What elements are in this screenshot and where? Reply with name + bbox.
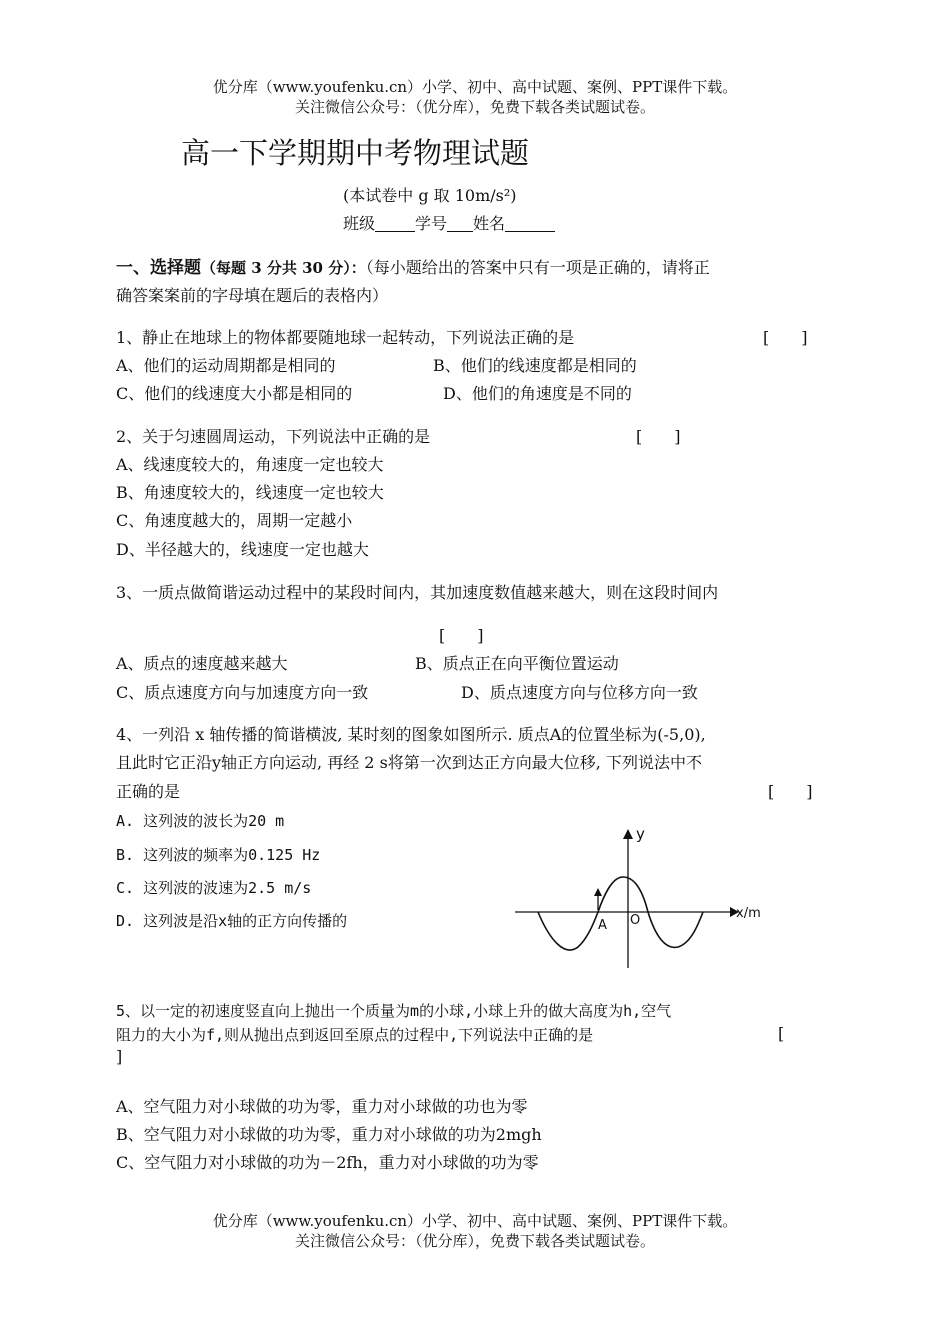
velocity-arrow-icon (594, 888, 602, 896)
section1-instructions-cont: 确答案案前的字母填在题后的表格内） (116, 286, 389, 305)
q3-option-b: B、质点正在向平衡位置运动 (415, 654, 619, 673)
q4-stem-line-3: 正确的是 (116, 782, 181, 801)
section1-heading: 一、选择题 (116, 258, 201, 278)
q3-answer-bracket[interactable]: [ ] (439, 626, 484, 645)
wave-figure (515, 825, 785, 975)
class-label: 班级 (343, 214, 376, 233)
page-title: 高一下学期期中考物理试题 (181, 136, 530, 170)
q5-option-a: A、空气阻力对小球做的功为零，重力对小球做的功也为零 (116, 1097, 528, 1116)
header-line-2: 关注微信公众号：（优分库），免费下载各类试题试卷。 (294, 98, 655, 116)
q3-option-a: A、质点的速度越来越大 (116, 654, 288, 673)
footer-line-1: 优分库（www.youfenku.cn）小学、初中、高中试题、案例、PPT课件下载。 (212, 1212, 738, 1230)
q1-option-a: A、他们的运动周期都是相同的 (116, 356, 336, 375)
point-a-label: A (598, 918, 607, 933)
q4-option-a: A. 这列波的波长为20 m (116, 812, 285, 830)
student-info-line (343, 214, 555, 234)
q4-stem-line-1: 4、一列沿 x 轴传播的简谐横波, 某时刻的图象如图所示. 质点A的位置坐标为(-5,0), (116, 725, 706, 744)
q3-option-d: D、质点速度方向与位移方向一致 (461, 683, 698, 702)
q2-option-d: D、半径越大的，线速度一定也越大 (116, 540, 369, 559)
q5-stem-line-2: 阻力的大小为f,则从抛出点到返回至原点的过程中,下列说法中正确的是 (116, 1026, 594, 1044)
class-blank[interactable] (375, 215, 415, 232)
q3-stem: 3、一质点做简谐运动过程中的某段时间内，其加速度数值越来越大，则在这段时间内 (116, 583, 719, 602)
footer-line-2: 关注微信公众号：（优分库），免费下载各类试题试卷。 (294, 1232, 655, 1250)
q3-option-c: C、质点速度方向与加速度方向一致 (116, 683, 369, 702)
section1-instructions: （每小题给出的答案中只有一项是正确的，请将正 (365, 258, 710, 277)
q5-option-c: C、空气阻力对小球做的功为－2fh，重力对小球做的功为零 (116, 1153, 539, 1172)
section1-score: （每题 3 分共 30 分）： (201, 259, 366, 277)
q5-stem-line-1: 5、以一定的初速度竖直向上抛出一个质量为m的小球,小球上升的做大高度为h,空气 (116, 1002, 672, 1020)
q4-stem-line-2: 且此时它正沿y轴正方向运动, 再经 2 s将第一次到达正方向最大位移, 下列说法中不 (116, 753, 702, 772)
id-label: 学号 (415, 214, 448, 233)
q2-option-a: A、线速度较大的，角速度一定也较大 (116, 455, 384, 474)
name-blank[interactable] (505, 215, 555, 232)
q2-option-c: C、角速度越大的，周期一定越小 (116, 511, 353, 530)
q4-answer-bracket[interactable]: [ ] (768, 782, 813, 801)
q5-bracket-open[interactable]: [ (778, 1024, 785, 1043)
q4-option-d: D. 这列波是沿x轴的正方向传播的 (116, 912, 348, 930)
header-line-1: 优分库（www.youfenku.cn）小学、初中、高中试题、案例、PPT课件下载。 (212, 78, 738, 96)
wave-curve (538, 877, 703, 950)
subtitle: (本试卷中 g 取 10m/s²) (343, 186, 517, 205)
q1-option-d: D、他们的角速度是不同的 (443, 384, 632, 403)
q1-answer-bracket[interactable]: [ ] (763, 328, 808, 347)
q1-stem: 1、静止在地球上的物体都要随地球一起转动，下列说法正确的是 (116, 328, 575, 347)
id-blank[interactable] (447, 215, 473, 232)
q2-stem: 2、关于匀速圆周运动，下列说法中正确的是 (116, 427, 431, 446)
q1-option-b: B、他们的线速度都是相同的 (433, 356, 637, 375)
origin-label: O (630, 913, 641, 928)
q2-option-b: B、角速度较大的，线速度一定也较大 (116, 483, 384, 502)
y-axis-arrow-icon (623, 829, 633, 839)
x-axis-label: x/m (736, 906, 761, 921)
q4-option-b: B. 这列波的频率为0.125 Hz (116, 846, 321, 864)
y-axis-label: y (636, 825, 645, 843)
name-label: 姓名 (473, 214, 506, 233)
q5-option-b: B、空气阻力对小球做的功为零，重力对小球做的功为2mgh (116, 1125, 542, 1144)
q2-answer-bracket[interactable]: [ ] (636, 427, 681, 446)
q1-option-c: C、他们的线速度大小都是相同的 (116, 384, 353, 403)
q4-option-c: C. 这列波的波速为2.5 m/s (116, 879, 312, 897)
section1-heading-line (116, 258, 710, 278)
q5-bracket-close[interactable]: ] (116, 1047, 123, 1066)
